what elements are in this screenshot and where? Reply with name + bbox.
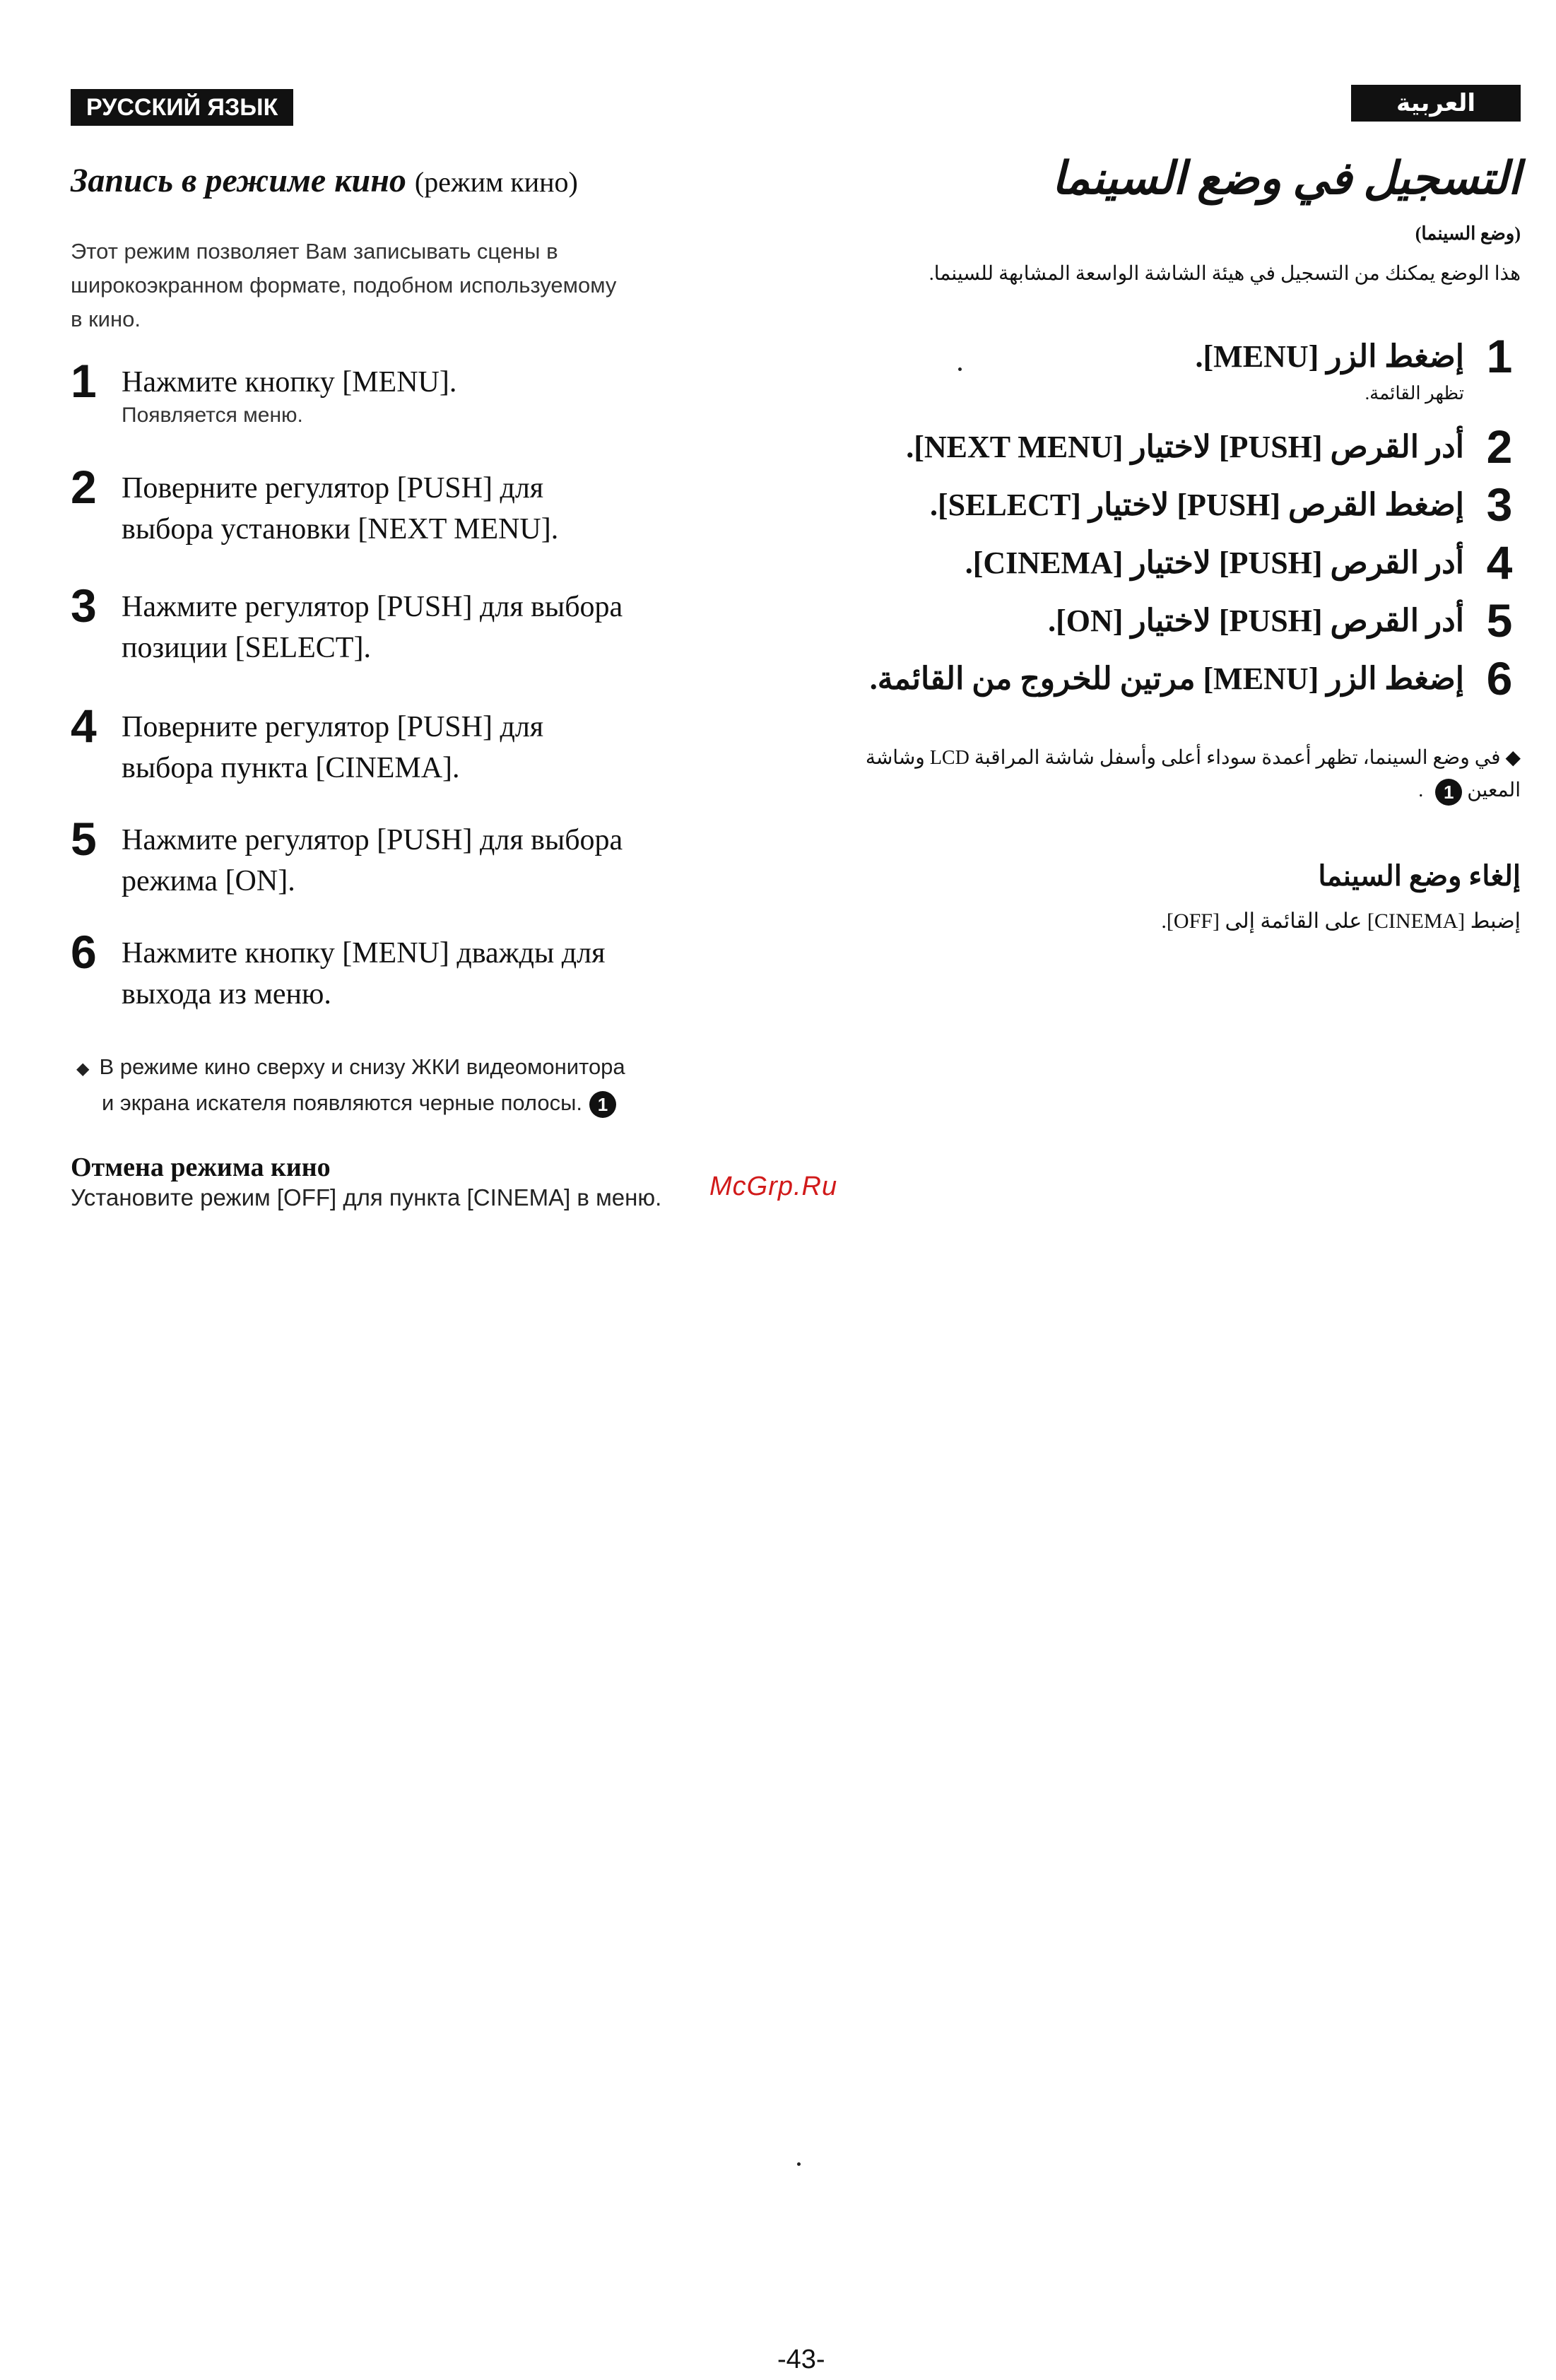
step-text: أدر القرص [PUSH] لاختيار [ON].	[1048, 603, 1464, 638]
diamond-bullet-icon: ◆	[1500, 747, 1521, 769]
arabic-step-1	[1196, 329, 1521, 404]
arabic-step-5	[1048, 594, 1521, 647]
title-main: Запись в режиме кино	[71, 162, 406, 199]
intro-line: в кино.	[71, 307, 141, 331]
bullet-text-line2: и экрана искателя появляются черные полосы.	[102, 1090, 583, 1115]
section-title-arabic: التسجيل في وضع السينما	[1051, 153, 1521, 204]
step-text-line1: Поверните регулятор [PUSH] для	[122, 472, 544, 505]
step-1	[71, 355, 763, 428]
step-text: إضغط الزر [MENU].	[1195, 338, 1464, 374]
title-sub: (режим кино)	[414, 166, 578, 198]
step-text-line2: позиции [SELECT].	[122, 632, 371, 664]
step-number: 4	[71, 700, 97, 752]
step-text: أدر القرص [PUSH] لاختيار [NEXT MENU].	[906, 429, 1464, 464]
cancel-heading-arabic: إلغاء وضع السينما	[1318, 860, 1521, 892]
bullet-note-arabic: ◆ في وضع السينما، تظهر أعمدة سوداء أعلى وأسفل شاشة المراقبة LCD وشاشة المعين 1 .	[855, 742, 1521, 807]
bullet-text-line1: В режиме кино сверху и снизу ЖКИ видеомонитора	[99, 1054, 625, 1079]
circled-number-icon: 1	[589, 1091, 616, 1118]
step-number: 1	[1486, 330, 1513, 382]
step-2	[71, 461, 763, 550]
cancel-text-arabic: إضبط [CINEMA] على القائمة إلى [OFF].	[1161, 909, 1521, 933]
intro-line: широкоэкранном формате, подобном используемому	[71, 273, 617, 298]
section-title	[71, 161, 578, 200]
step-text-line1: Нажмите регулятор [PUSH] для выбора	[122, 824, 623, 856]
step-number: 5	[71, 813, 97, 865]
step-number: 6	[1486, 652, 1513, 705]
step-text: Нажмите кнопку [MENU].	[122, 366, 457, 399]
step-text-line2: выбора установки [NEXT MENU].	[122, 513, 559, 546]
step-text: إضغط الزر [MENU] مرتين للخروج من القائمة.	[869, 661, 1464, 696]
speck-mark	[958, 367, 962, 371]
bullet-note	[76, 1050, 755, 1120]
intro-arabic: هذا الوضع يمكنك من التسجيل في هيئة الشاشة الواسعة المشابهة للسينما.	[929, 263, 1521, 285]
intro-line: Этот режим позволяет Вам записывать сцены в	[71, 239, 558, 264]
step-number: 2	[71, 461, 97, 513]
arabic-step-4	[965, 536, 1521, 589]
step-number: 2	[1486, 420, 1513, 473]
language-badge-arabic: العربية	[1351, 85, 1521, 122]
step-number: 5	[1486, 594, 1513, 647]
step-5	[71, 815, 763, 902]
language-badge-russian: РУССКИЙ ЯЗЫК	[71, 89, 293, 126]
subtitle-arabic: (وضع السينما)	[1415, 223, 1521, 244]
step-text-line2: выхода из меню.	[122, 978, 331, 1011]
circled-number-icon: 1	[1435, 779, 1462, 806]
step-number: 3	[71, 579, 97, 632]
step-text-line1: Поверните регулятор [PUSH] для	[122, 711, 544, 743]
step-text-line1: Нажмите регулятор [PUSH] для выбора	[122, 591, 623, 623]
page-number: -43-	[777, 2345, 825, 2374]
step-number: 1	[71, 355, 97, 407]
step-note: تظهر القائمة.	[1365, 383, 1464, 403]
diamond-bullet-icon: ◆	[76, 1059, 90, 1078]
step-text: إضغط القرص [PUSH] لاختيار [SELECT].	[929, 487, 1464, 522]
arabic-step-2	[906, 420, 1521, 473]
step-number: 3	[1486, 478, 1513, 531]
step-note: Появляется меню.	[122, 403, 303, 427]
step-4	[71, 702, 763, 789]
step-number: 4	[1486, 536, 1513, 589]
step-number: 6	[71, 926, 97, 978]
watermark: McGrp.Ru	[709, 1172, 838, 1201]
step-text: أدر القرص [PUSH] لاختيار [CINEMA].	[965, 545, 1464, 580]
arabic-step-6	[870, 652, 1521, 705]
step-text-line2: выбора пункта [CINEMA].	[122, 752, 460, 784]
intro-paragraph	[71, 235, 749, 336]
cancel-text: Установите режим [OFF] для пункта [CINEMA] в меню.	[71, 1184, 662, 1210]
step-text-line2: режима [ON].	[122, 865, 295, 897]
step-3	[71, 579, 763, 668]
bullet-text-line2: المعين	[1467, 779, 1521, 801]
step-text-line1: Нажмите кнопку [MENU] дважды для	[122, 937, 606, 970]
speck-mark	[797, 2162, 801, 2166]
step-6	[71, 926, 763, 1015]
arabic-step-3	[930, 478, 1521, 531]
cancel-heading: Отмена режима кино	[71, 1153, 331, 1182]
bullet-text-line1: في وضع السينما، تظهر أعمدة سوداء أعلى وأسفل شاشة المراقبة LCD وشاشة	[865, 747, 1501, 769]
